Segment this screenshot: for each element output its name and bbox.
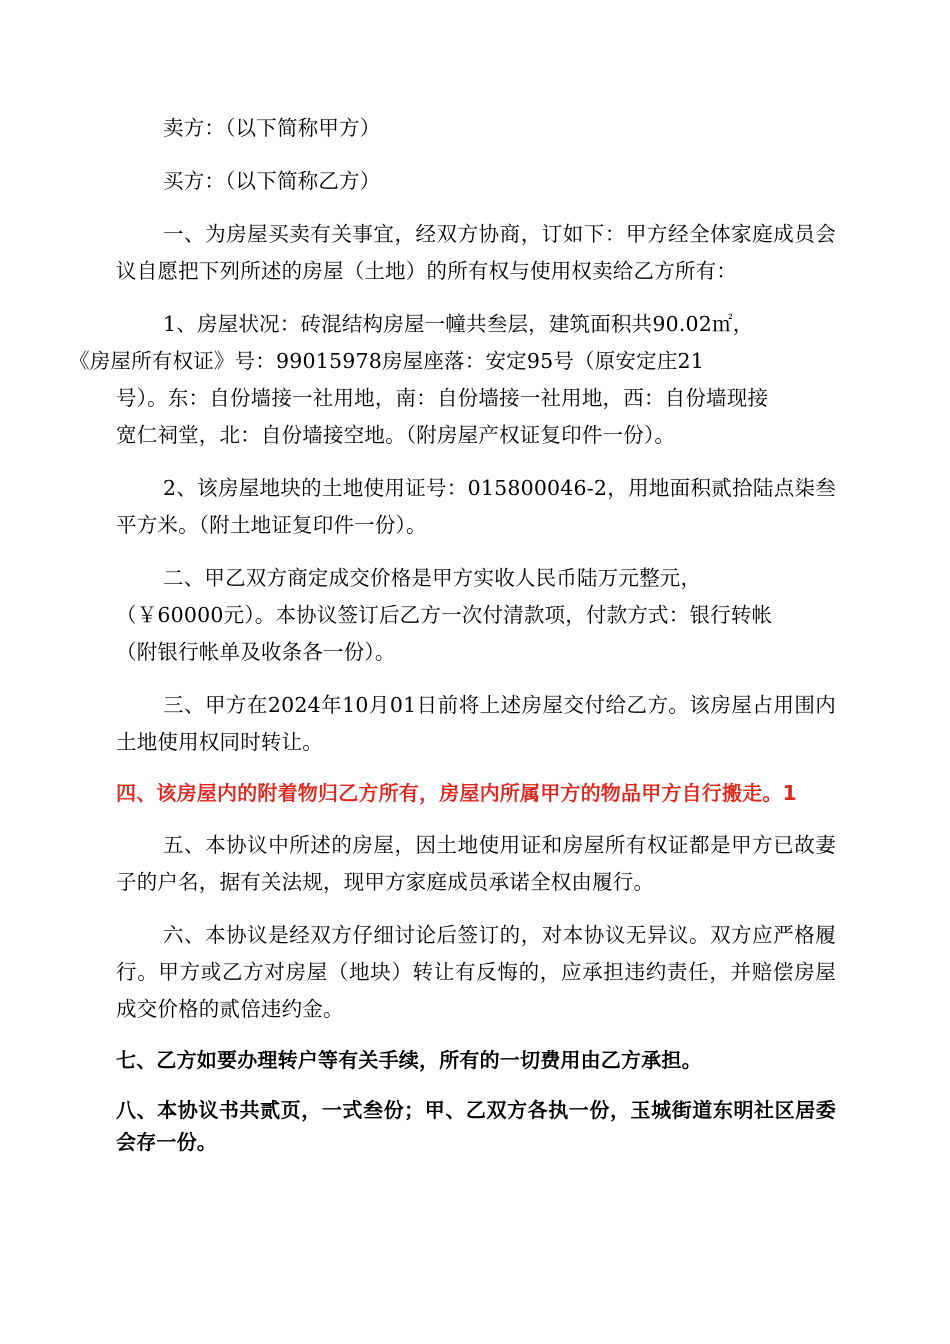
clause-1-1-line: 宽仁祠堂，北：自份墙接空地。（附房屋产权证复印件一份）。 — [116, 423, 676, 447]
clause-1-1-line: 1、房屋状况：砖混结构房屋一幢共叁层，建筑面积共90.02㎡， — [163, 312, 754, 336]
clause-1-2: 2、该房屋地块的土地使用证号：015800046-2，用地面积贰拾陆点柒叁平方米。（附土地证复印件一份）。 — [116, 476, 836, 537]
clause-8: 八、本协议书共贰页，一式叁份；甲、乙双方各执一份，玉城街道东明社区居委会存一份。 — [116, 1098, 836, 1154]
clause-6: 六、本协议是经双方仔细讨论后签订的，对本协议无异议。双方应严格履行。甲方或乙方对房屋（地块）转让有反悔的，应承担违约责任，并赔偿房屋成交价格的贰倍违约金。 — [116, 923, 836, 1021]
seller-line: 卖方：（以下简称甲方） — [163, 116, 381, 140]
clause-2 — [116, 560, 836, 671]
clause-5: 五、本协议中所述的房屋，因土地使用证和房屋所有权证都是甲方已故妻子的户名，据有关法规，现甲方家庭成员承诺全权由履行。 — [116, 833, 836, 894]
clause-1-1 — [69, 306, 836, 454]
clause-2-line: 二、甲乙双方商定成交价格是甲方实收人民币陆万元整元， — [163, 566, 702, 590]
contract-page — [69, 110, 836, 1176]
clause-1-1-line: 《房屋所有权证》号：99015978房屋座落：安定95号（原安定庄21 — [69, 349, 705, 373]
clause-4-highlighted: 四、该房屋内的附着物归乙方所有，房屋内所属甲方的物品甲方自行搬走。1 — [116, 781, 797, 805]
clause-7: 七、乙方如要办理转户等有关手续，所有的一切费用由乙方承担。 — [116, 1048, 702, 1072]
clause-2-line: （附银行帐单及收条各一份）。 — [116, 640, 396, 664]
clause-2-line: （￥60000元）。本协议签订后乙方一次付清款项，付款方式：银行转帐 — [116, 603, 773, 627]
buyer-line: 买方：（以下简称乙方） — [163, 169, 381, 193]
clause-1: 一、为房屋买卖有关事宜，经双方协商，订如下：甲方经全体家庭成员会议自愿把下列所述的房屋（土地）的所有权与使用权卖给乙方所有： — [116, 222, 836, 283]
clause-1-1-line: 号）。东：自份墙接一社用地，南：自份墙接一社用地，西：自份墙现接 — [116, 386, 769, 410]
clause-3: 三、甲方在2024年10月01日前将上述房屋交付给乙方。该房屋占用围内土地使用权同时转让。 — [116, 693, 836, 754]
